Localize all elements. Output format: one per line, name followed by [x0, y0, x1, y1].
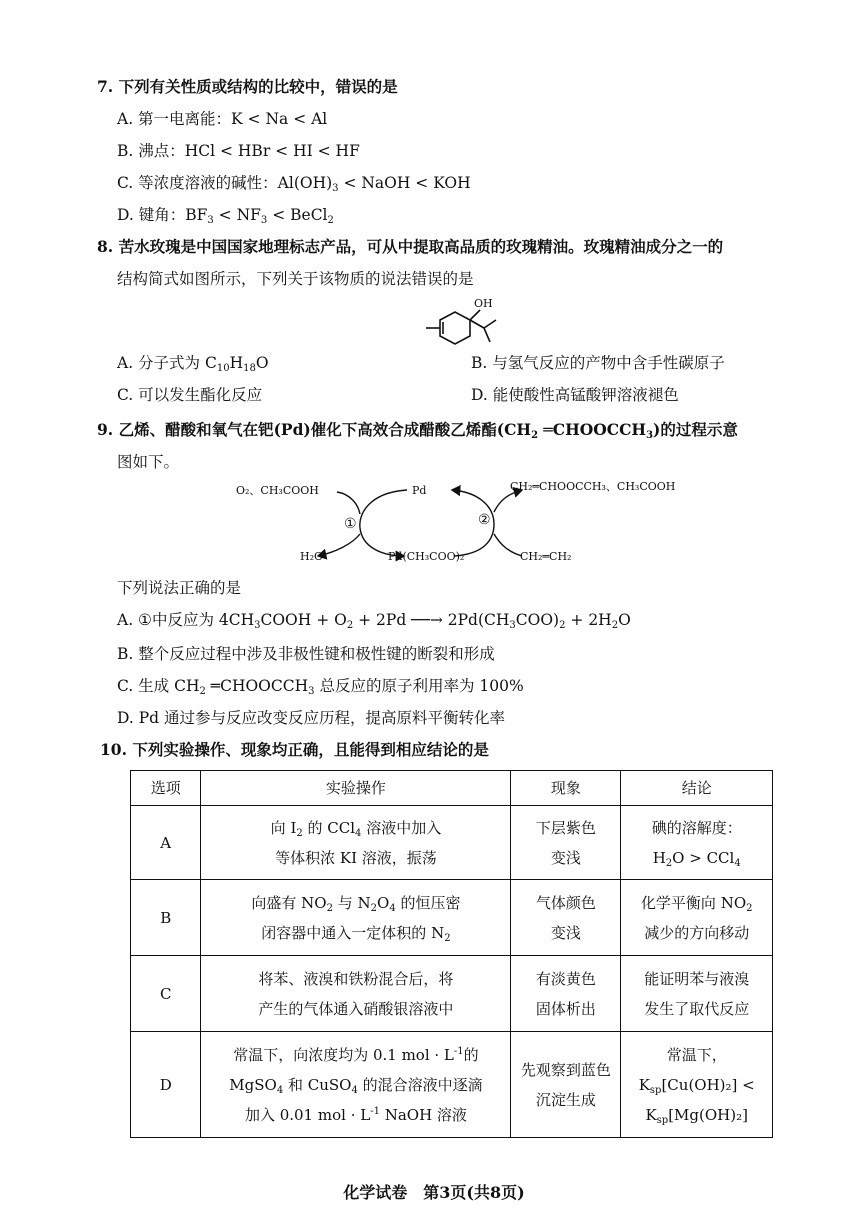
q9-step1-label: ① [344, 516, 357, 532]
row-b-operation: 向盛有 $NO_2$ 与 $N_2O_4$ 的恒压密 闭容器中通入一定体积的 $N_2$ [201, 880, 511, 956]
q10-stem: 10. 下列实验操作、现象均正确，且能得到相应结论的是 [100, 740, 489, 759]
row-c-conclusion: 能证明苯与液溴 发生了取代反应 [621, 956, 773, 1032]
header-operation: 实验操作 [201, 771, 511, 806]
q8-option-a: A. 分子式为 $C_{10}H_{18}O$ [117, 354, 269, 374]
q9-step2-label: ② [478, 512, 491, 528]
row-c-option: C [131, 956, 201, 1032]
q8-option-c: C. 可以发生酯化反应 [117, 386, 263, 404]
q9-ethylene-label: CH₂═CH₂ [520, 550, 572, 563]
q7-option-d: D. 键角：$BF_3 < NF_3$ < BeCl$_2$ [117, 206, 334, 226]
q9-option-c: C. 生成 $CH_2$ $═CHOOCCH_3$ 总反应的原子利用率为 100% [117, 677, 524, 697]
header-conclusion: 结论 [621, 771, 773, 806]
q7-stem: 7. 下列有关性质或结构的比较中，错误的是 [97, 77, 398, 96]
q7-option-c: C. 等浓度溶液的碱性：$Al(OH)_3$ < NaOH < KOH [117, 174, 471, 194]
table-row-c [131, 956, 773, 1032]
q9-pdac-label: Pd(CH₃COO)₂ [388, 550, 465, 563]
q9-product-label: CH₂═CHOOCCH₃、CH₃COOH [510, 480, 676, 493]
q9-catalytic-cycle-diagram [232, 470, 692, 570]
row-d-operation: 常温下，向浓度均为 0.1 mol · $L^{-1}$的 MgSO$_4$ 和 CuSO$_4$ 的混合溶液中逐滴 加入 0.01 mol · $L^{-1}$ NaOH 溶液 [201, 1032, 511, 1138]
q9-option-b: B. 整个反应过程中涉及非极性键和极性键的断裂和形成 [117, 645, 495, 663]
q9-prompt: 下列说法正确的是 [117, 579, 242, 597]
table-row-d [131, 1032, 773, 1138]
q8-oh-label: OH [474, 298, 493, 310]
q8-stem-line2: 结构简式如图所示，下列关于该物质的说法错误的是 [117, 270, 474, 288]
row-c-phenomenon: 有淡黄色 固体析出 [511, 956, 621, 1032]
q9-option-a: A. ①中反应为 $4CH_3COOH + O_2 + 2Pd$ ──→ $2Pd(CH_3COO)_2 + 2H_2O$ [117, 611, 631, 631]
row-b-conclusion: 化学平衡向 $NO_2$ 减少的方向移动 [621, 880, 773, 956]
q9-option-d: D. Pd 通过参与反应改变反应历程，提高原料平衡转化率 [117, 709, 506, 727]
q9-o2-label: O₂、CH₃COOH [236, 484, 319, 497]
table-row-a [131, 806, 773, 880]
q7-option-a: A. 第一电离能：K < Na < Al [117, 110, 328, 128]
q9-stem-line1: 9. 乙烯、醋酸和氧气在钯(Pd)催化下高效合成醋酸乙烯酯($CH_2$ $═CHOOCCH_3$)的过程示意 [97, 420, 738, 441]
row-a-operation: 向 $I_2$ 的 CCl$_4$ 溶液中加入 等体积浓 KI 溶液，振荡 [201, 806, 511, 880]
page-footer: 化学试卷 第3页(共8页) [343, 1183, 525, 1202]
q9-h2o-label: H₂O [300, 550, 324, 563]
table-row-b [131, 880, 773, 956]
row-c-operation: 将苯、液溴和铁粉混合后，将 产生的气体通入硝酸银溶液中 [201, 956, 511, 1032]
row-a-conclusion: 碘的溶解度： $H_2O > CCl_4$ [621, 806, 773, 880]
row-d-conclusion: 常温下， $K_{sp}[Cu(OH)_2]$ < $K_{sp}[Mg(OH)_2]$ [621, 1032, 773, 1138]
row-d-option: D [131, 1032, 201, 1138]
q8-option-b: B. 与氢气反应的产物中含手性碳原子 [471, 354, 725, 372]
q9-pd-label: Pd [412, 484, 427, 497]
q8-option-d: D. 能使酸性高锰酸钾溶液褪色 [471, 386, 679, 404]
header-option: 选项 [131, 771, 201, 806]
q8-molecule-structure [418, 298, 508, 358]
row-b-option: B [131, 880, 201, 956]
q10-experiment-table [130, 770, 773, 1138]
row-a-option: A [131, 806, 201, 880]
q8-stem-line1: 8. 苦水玫瑰是中国国家地理标志产品，可从中提取高品质的玫瑰精油。玫瑰精油成分之一的 [97, 237, 724, 256]
q9-stem-line2: 图如下。 [117, 453, 180, 471]
row-b-phenomenon: 气体颜色 变浅 [511, 880, 621, 956]
table-header-row [131, 771, 773, 806]
q7-option-b: B. 沸点：HCl < HBr < HI < HF [117, 142, 360, 160]
header-phenomenon: 现象 [511, 771, 621, 806]
row-d-phenomenon: 先观察到蓝色 沉淀生成 [511, 1032, 621, 1138]
row-a-phenomenon: 下层紫色 变浅 [511, 806, 621, 880]
